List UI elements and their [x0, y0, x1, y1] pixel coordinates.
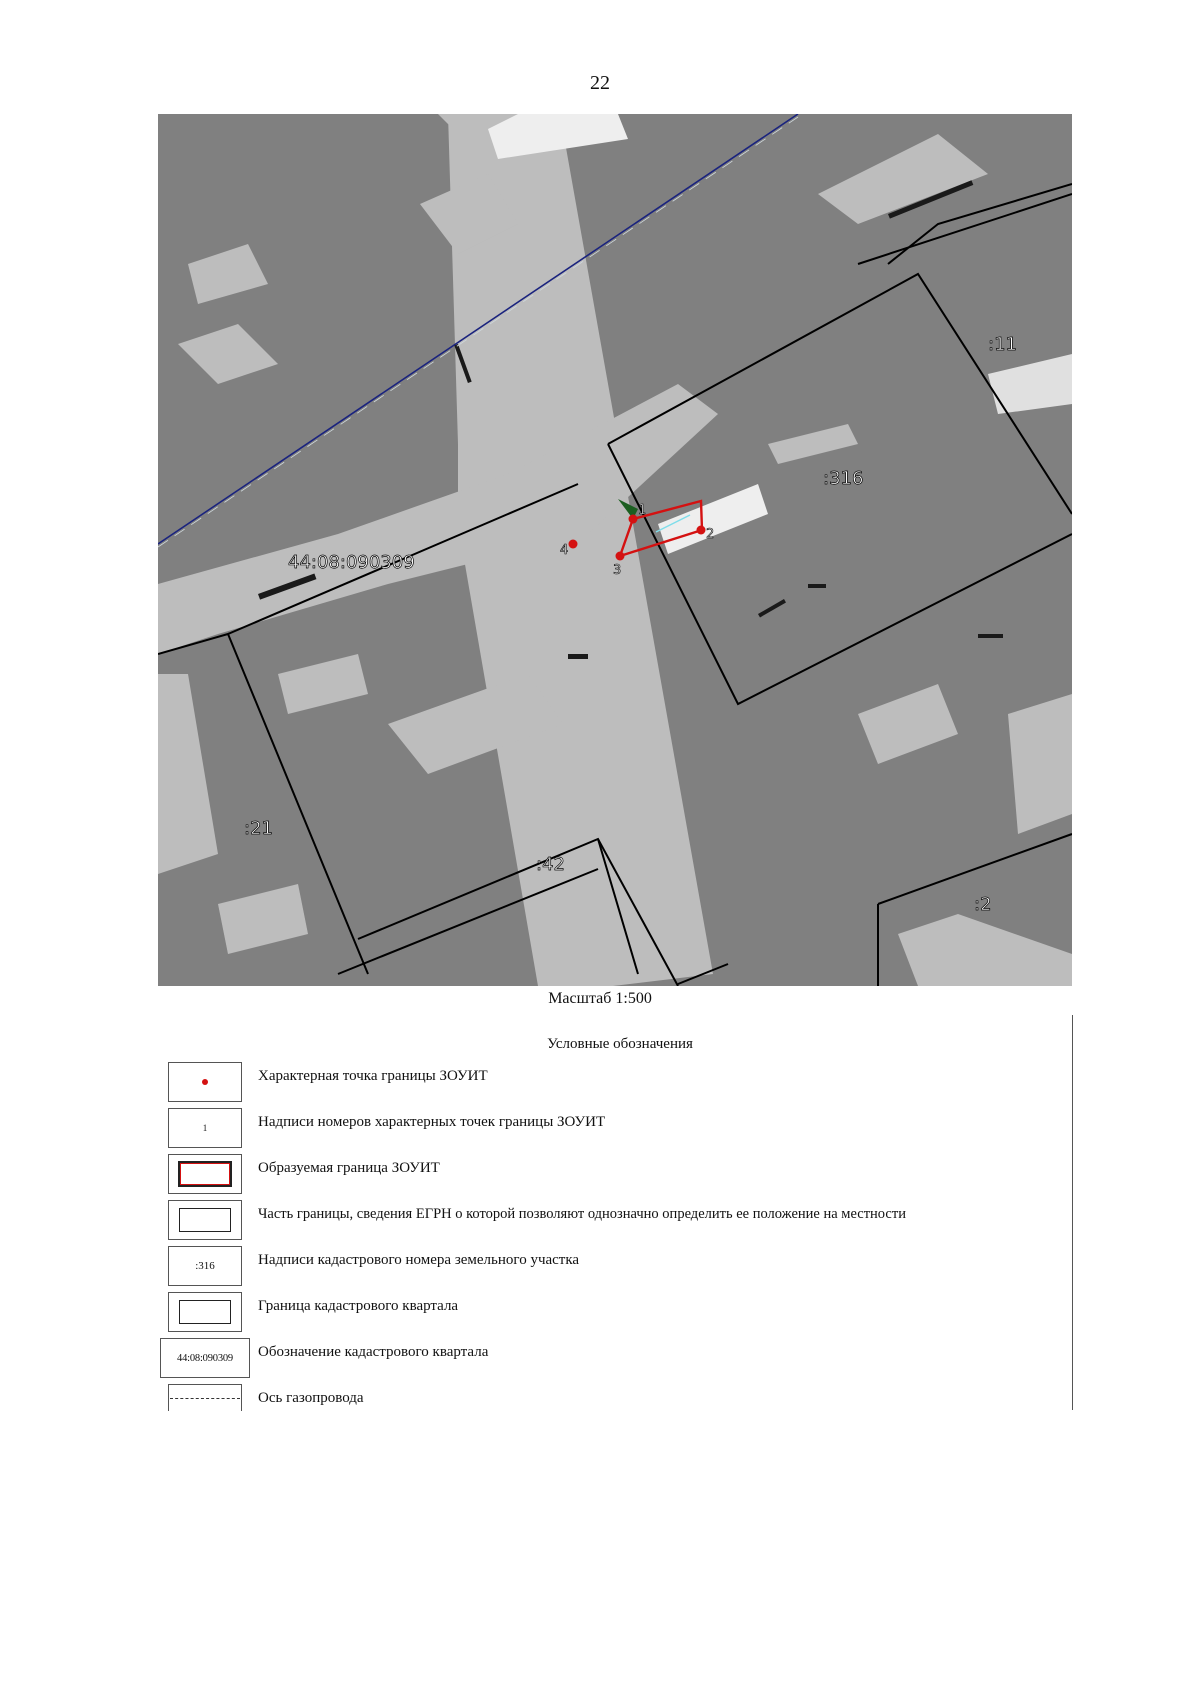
red-dot-icon	[202, 1079, 208, 1085]
point-label-3: 3	[613, 563, 622, 578]
point-label-4: 4	[560, 543, 569, 558]
point-number-sample: 1	[202, 1123, 208, 1133]
legend-item	[0, 1200, 1070, 1244]
legend-label: Образуемая граница ЗОУИТ	[258, 1160, 440, 1176]
legend-label: Надписи кадастрового номера земельного участка	[258, 1252, 580, 1268]
quarter-number-sample: 44:08:090309	[177, 1352, 233, 1364]
page-number: 22	[590, 72, 610, 94]
label-parcel-11: :11	[988, 334, 1017, 355]
label-parcel-316: :316	[823, 468, 864, 489]
legend-item	[0, 1292, 1070, 1336]
legend-symbol-quarter-boundary	[168, 1292, 242, 1332]
legend-item	[0, 1338, 1070, 1382]
light-patch-6	[1008, 694, 1072, 834]
legend-item	[0, 1154, 1070, 1198]
legend-label: Часть границы, сведения ЕГРН о которой позволяют однозначно определить ее положение на местности	[258, 1206, 906, 1222]
legend-item	[0, 1246, 1070, 1290]
legend-symbol-cadastral-number	[168, 1246, 242, 1286]
label-parcel-21: :21	[244, 818, 273, 839]
legend-border	[1072, 1015, 1073, 1410]
point-label-1: 1	[638, 503, 647, 518]
legend-symbol-gas-axis	[168, 1384, 242, 1411]
point-label-2: 2	[706, 527, 715, 542]
zouit-point-2	[697, 526, 706, 535]
legend-symbol-point	[168, 1062, 242, 1102]
zouit-point-1	[629, 515, 638, 524]
zouit-rect-icon	[178, 1161, 232, 1187]
legend-label: Ось газопровода	[258, 1390, 364, 1406]
legend-symbol-point-number	[168, 1108, 242, 1148]
cadastral-map	[158, 114, 1072, 986]
boundary-rect-icon	[179, 1208, 231, 1232]
legend-symbol-quarter-number	[160, 1338, 250, 1378]
zouit-point-4	[569, 540, 578, 549]
legend-label: Характерная точка границы ЗОУИТ	[258, 1068, 488, 1084]
scale-caption: Масштаб 1:500	[548, 990, 652, 1007]
zouit-point-3	[616, 552, 625, 561]
label-parcel-42: :42	[536, 854, 565, 875]
map-svg	[158, 114, 1072, 986]
legend-symbol-zouit	[168, 1154, 242, 1194]
dashed-line-icon	[170, 1398, 240, 1399]
legend-title: Условные обозначения	[547, 1036, 693, 1052]
quarter-rect-icon	[179, 1300, 231, 1324]
legend-label: Надписи номеров характерных точек границы ЗОУИТ	[258, 1114, 606, 1130]
legend-item	[0, 1384, 1070, 1428]
legend-label: Граница кадастрового квартала	[258, 1298, 459, 1314]
label-quarter: 44:08:090309	[288, 552, 415, 573]
label-parcel-2: :2	[974, 894, 992, 915]
cadastral-number-sample: :316	[195, 1260, 215, 1272]
legend-item	[0, 1062, 1070, 1106]
legend-symbol-egrn-boundary	[168, 1200, 242, 1240]
legend-item	[0, 1108, 1070, 1152]
legend-label: Обозначение кадастрового квартала	[258, 1344, 489, 1360]
